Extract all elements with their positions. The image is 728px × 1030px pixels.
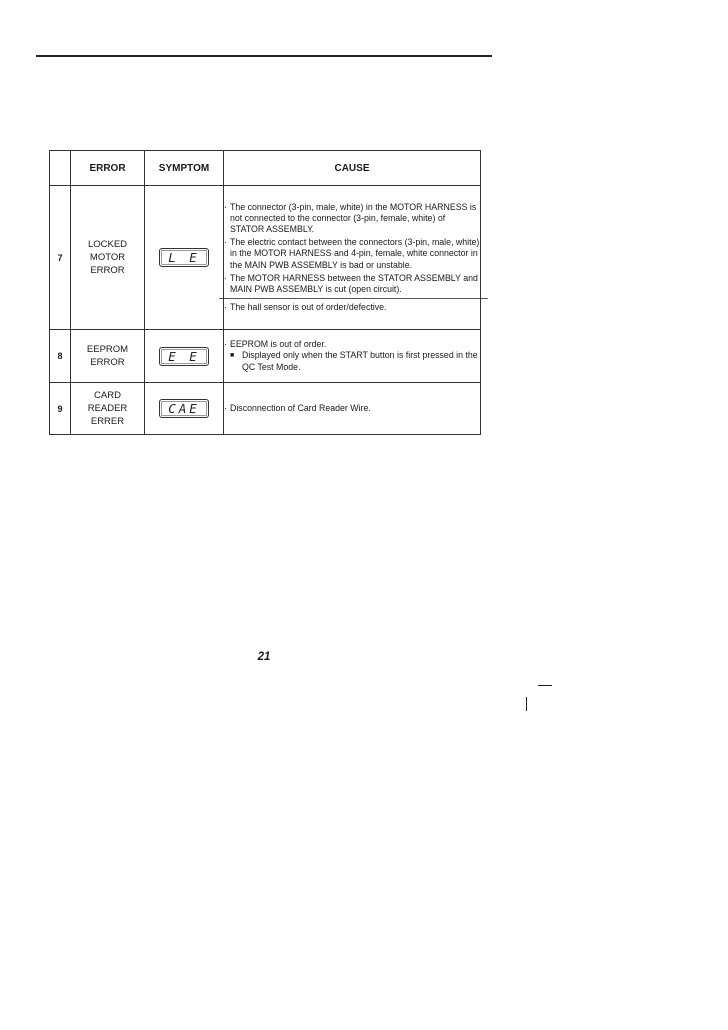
cause-note: ■ Displayed only when the START button is first pressed in the QC Test Mode. [230, 350, 478, 372]
row-number: 7 [50, 186, 71, 330]
crop-mark [526, 697, 527, 711]
header-error: ERROR [71, 151, 145, 186]
row-number: 8 [50, 330, 71, 383]
symptom-cell [145, 186, 224, 330]
error-name-line: ERROR [90, 357, 125, 368]
cause-item: · EEPROM is out of order. [224, 339, 327, 350]
header-num [50, 151, 71, 186]
lcd-display-ee-icon: E E [159, 347, 209, 366]
error-code-table [49, 150, 481, 435]
crop-mark [538, 685, 552, 686]
error-name-line: READER [87, 403, 128, 414]
error-name-line: MOTOR [89, 252, 126, 263]
error-name-line: ERROR [90, 265, 125, 276]
symptom-cell [145, 330, 224, 383]
row-number: 9 [50, 383, 71, 435]
error-name-line: EEPROM [86, 344, 129, 355]
lcd-display-cae-icon: CAE [159, 399, 209, 418]
cause-cell [224, 383, 481, 435]
lcd-display-le-icon: L E [159, 248, 209, 267]
header-cause: CAUSE [224, 151, 481, 186]
cause-item: · The electric contact between the connectors (3-pin, male, white) in the MOTOR HARNESS and 4-pin, female, white connector in the MAIN PWB ASSEMBLY is bad or unstable. [224, 237, 480, 270]
header-symptom: SYMPTOM [145, 151, 224, 186]
error-name-line: ERRER [90, 416, 125, 427]
symptom-cell [145, 383, 224, 435]
cause-cell [224, 186, 481, 330]
error-name-line: LOCKED [87, 239, 128, 250]
cause-item: · The MOTOR HARNESS between the STATOR ASSEMBLY and MAIN PWB ASSEMBLY is cut (open circuit). [224, 272, 478, 294]
cause-item: · The connector (3-pin, male, white) in the MOTOR HARNESS is not connected to the connector (3-pin, female, white) of STATOR ASSEMBLY. [224, 201, 477, 234]
table-header-row [50, 151, 481, 186]
table-row [50, 383, 481, 435]
cause-item: · Disconnection of Card Reader Wire. [224, 402, 371, 413]
table-row [50, 186, 481, 330]
header-rule [36, 55, 492, 57]
cause-item: · The hall sensor is out of order/defective. [224, 302, 387, 313]
note-mark-icon: ■ [230, 352, 235, 360]
table-row [50, 330, 481, 383]
cause-cell [224, 330, 481, 383]
error-name [71, 383, 145, 435]
error-name [71, 186, 145, 330]
error-name-line: CARD [94, 390, 121, 401]
error-name [71, 330, 145, 383]
page-number: 21 [257, 651, 271, 663]
cause-divider [219, 298, 488, 299]
